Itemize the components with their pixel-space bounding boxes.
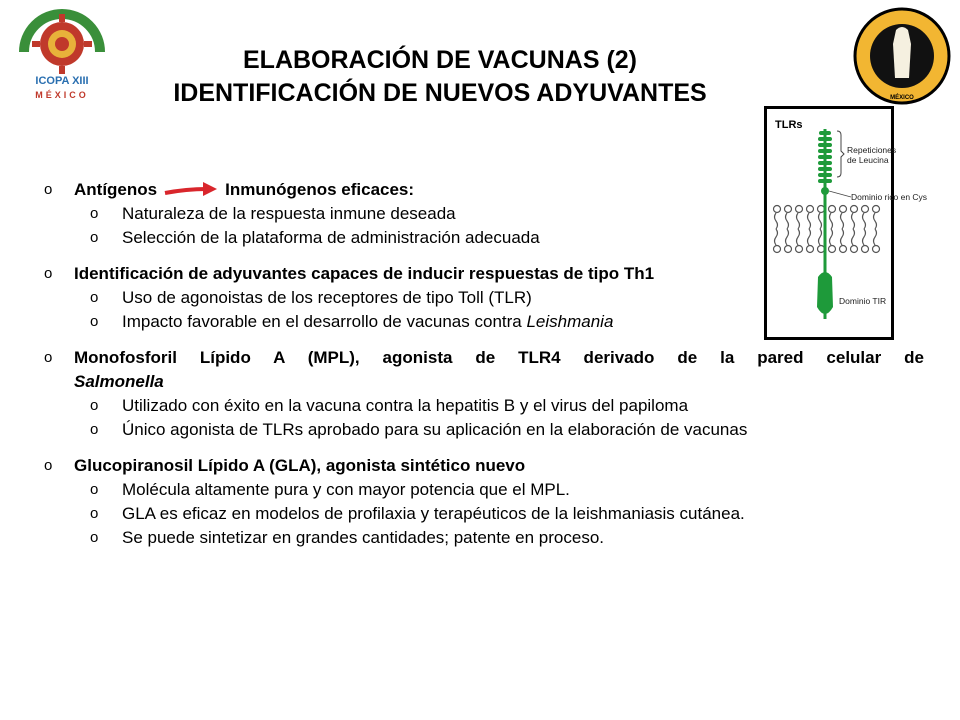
bullet-antigenos — [44, 178, 924, 202]
bullet-marker: o — [90, 289, 99, 306]
bullet-mpl — [44, 346, 924, 394]
sub-bullet — [44, 526, 924, 550]
bullet-gla-text: Glucopiranosil Lípido A (GLA), agonista sintético nuevo — [74, 456, 526, 475]
bullet-marker: o — [44, 181, 53, 198]
bullet-mpl-line1: Monofosforil Lípido A (MPL), agonista de TLR4 derivado de la pared celular de — [74, 348, 924, 367]
sub-bullet — [44, 202, 924, 226]
bullet-adyuvantes-text: Identificación de adyuvantes capaces de inducir respuestas de tipo Th1 — [74, 264, 655, 283]
bullet-adyuvantes — [44, 262, 924, 286]
bullet-marker: o — [90, 505, 99, 522]
bullet-list — [44, 178, 924, 550]
bullet-marker: o — [90, 397, 99, 414]
sub-bullet — [44, 418, 924, 442]
sub-bullet-text: Utilizado con éxito en la vacuna contra la hepatitis B y el virus del papiloma — [122, 396, 689, 415]
sub-bullet — [44, 310, 924, 334]
slide-title — [140, 44, 740, 110]
label-cys: Dominio rico en Cys — [851, 192, 928, 202]
label-repeats: Repeticiones de Leucina — [847, 145, 897, 165]
bullet-marker: o — [90, 229, 99, 246]
sub-bullet-text: Naturaleza de la respuesta inmune deseada — [122, 204, 456, 223]
sub-bullet-text: Se puede sintetizar en grandes cantidades; patente en proceso. — [122, 528, 605, 547]
sub-bullet — [44, 226, 924, 250]
sub-bullet-text: Selección de la plataforma de administración adecuada — [122, 228, 540, 247]
bullet-marker: o — [44, 457, 53, 474]
sub-bullet-text: Uso de agonoistas de los receptores de tipo Toll (TLR) — [122, 288, 532, 307]
bullet-marker: o — [90, 529, 99, 546]
bullet-marker: o — [90, 421, 99, 438]
bullet-antigenos-left: Antígenos — [74, 180, 158, 199]
sub-bullet-text: Único agonista de TLRs aprobado para su aplicación en la elaboración de vacunas — [122, 420, 748, 439]
bullet-marker: o — [90, 481, 99, 498]
sub-bullet — [44, 286, 924, 310]
bullet-marker: o — [44, 349, 53, 366]
bullet-antigenos-right: Inmunógenos eficaces: — [225, 180, 415, 199]
icopa-logo — [6, 0, 118, 104]
logo-left-country: MÉXICO — [35, 90, 89, 100]
logo-left-text: ICOPA XIII — [35, 75, 89, 87]
academia-seal — [852, 6, 952, 106]
seal-country: MÉXICO — [890, 95, 914, 101]
sub-bullet — [44, 502, 924, 526]
sub-bullet-text: Molécula altamente pura y con mayor potencia que el MPL. — [122, 480, 570, 499]
diagram-title: TLRs — [775, 119, 803, 131]
title-line-1: ELABORACIÓN DE VACUNAS (2) — [243, 46, 637, 74]
label-tir: Dominio TIR — [839, 296, 887, 306]
sub-bullet-text: GLA es eficaz en modelos de profilaxia y terapéuticos de la leishmaniasis cutánea. — [122, 504, 745, 523]
bullet-marker: o — [90, 313, 99, 330]
sub-bullet-italic: Leishmania — [526, 312, 614, 331]
title-line-2: IDENTIFICACIÓN DE NUEVOS ADYUVANTES — [173, 79, 707, 107]
bullet-marker: o — [44, 265, 53, 282]
sub-bullet-text: Impacto favorable en el desarrollo de vacunas contra — [122, 312, 527, 331]
sub-bullet — [44, 394, 924, 418]
bullet-gla — [44, 454, 924, 478]
bullet-marker: o — [90, 205, 99, 222]
bullet-mpl-line2: Salmonella — [74, 372, 164, 391]
arrow-icon — [163, 180, 219, 198]
sub-bullet — [44, 478, 924, 502]
